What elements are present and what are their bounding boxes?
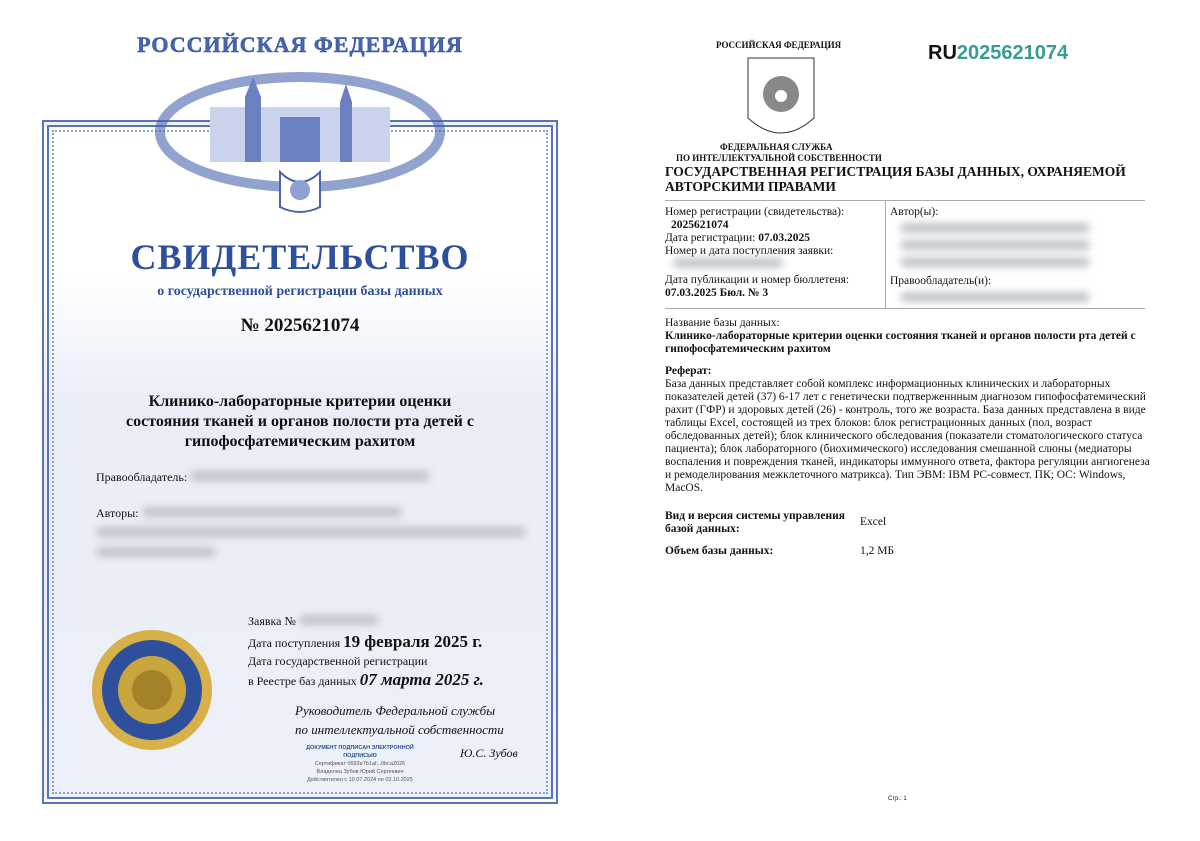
reg-date: 07.03.2025 <box>758 232 810 244</box>
record-heading: ГОСУДАРСТВЕННАЯ РЕГИСТРАЦИЯ БАЗЫ ДАННЫХ, ОХРАНЯЕМОЙ АВТОРСКИМИ ПРАВАМИ <box>665 164 1126 194</box>
db-name: Клинико-лабораторные критерии оценки состояния тканей и органов полости рта детей с гипофосфатемическим рахитом <box>665 330 1136 355</box>
holder-label: Правообладатель: <box>96 470 188 484</box>
reg-label-2: в Реестре баз данных <box>248 674 357 688</box>
reg-date-label: Дата регистрации: <box>665 232 756 244</box>
db-name-label: Название базы данных: <box>665 317 780 329</box>
gold-seal-icon <box>90 628 214 752</box>
abstract-label: Реферат: <box>665 365 712 377</box>
application-label: Заявка № <box>248 614 296 628</box>
holders-label: Правообладатель(и): <box>890 275 992 287</box>
reg-label: Дата государственной регистрации <box>248 654 428 668</box>
kremlin-emblem-icon <box>150 62 450 227</box>
app-redacted <box>673 258 783 268</box>
received-label: Дата поступления <box>248 636 341 650</box>
app-label: Номер и дата поступления заявки: <box>665 245 834 257</box>
page-number: Стр.: 1 <box>888 796 907 802</box>
size-value: 1,2 МБ <box>860 545 895 557</box>
received-date: 19 февраля 2025 г. <box>343 632 483 651</box>
reg-num-label: Номер регистрации (свидетельства): <box>665 206 845 218</box>
cert-number: № 2025621074 <box>240 315 360 336</box>
head-title-2: по интеллектуальной собственности <box>295 722 504 737</box>
authors-redacted <box>900 223 1090 233</box>
cert-subtitle: о государственной регистрации базы данных <box>157 284 443 299</box>
size-label: Объем базы данных: <box>665 545 774 557</box>
holders-redacted <box>900 292 1090 302</box>
e-signature-owner: Владелец Зубов Юрий Сергеевич <box>316 769 404 775</box>
agency-line-2: ПО ИНТЕЛЛЕКТУАЛЬНОЙ СОБСТВЕННОСТИ <box>676 153 882 163</box>
abstract-text: База данных представляет собой комплекс информационных клинических и лабораторных показателей детей (37) 6-17 лет с генетически подтверженнным диагнозом гипофосфатемический рахит (ГФР) и здоровых детей (26) - контроль, того же возраста. База данных представлена в виде таблицы Excel, состоящей из трех блоков: блок регистрационных данных (пол, возраст обследованных детей); блок клинического обследования (показатели стоматологического статуса пациента); блок лабораторного (биохимического) исследования смешанной слюны (медиаторы воспаления и повреждения тканей, индикаторы иммунного ответа, фактора регуляции ангиогенеза и ремоделирования межклеточного матрикса). Тип ЭВМ: IBM PC-совмест. ПК; ОС: Windows, MacOS. <box>665 378 1150 494</box>
authors-redacted <box>142 507 402 517</box>
cert-title: СВИДЕТЕЛЬСТВО <box>130 237 470 277</box>
authors-redacted <box>96 527 526 537</box>
ru-prefix: RU <box>928 42 957 64</box>
e-signature-label: ДОКУМЕНТ ПОДПИСАН ЭЛЕКТРОННОЙ ПОДПИСЬЮ <box>306 745 414 759</box>
reg-num: 2025621074 <box>671 219 729 231</box>
coat-of-arms-icon <box>746 56 816 138</box>
dbms-value: Excel <box>860 516 887 528</box>
authors-label: Автор(ы): <box>890 206 939 218</box>
authors-redacted <box>96 547 216 557</box>
authors-redacted <box>900 257 1090 267</box>
authors-label: Авторы: <box>96 506 139 520</box>
signer-name: Ю.С. Зубов <box>460 746 518 760</box>
pub-value: 07.03.2025 Бюл. № 3 <box>665 287 769 299</box>
cert-country: РОССИЙСКАЯ ФЕДЕРАЦИЯ <box>137 32 463 57</box>
authors-redacted <box>900 240 1090 250</box>
e-signature-cert: Сертификат 0692e7b1af...0bca2026 <box>314 761 406 767</box>
pub-label: Дата публикации и номер бюллетеня: <box>665 274 850 286</box>
cert-db-name: Клинико-лабораторные критерии оценки состояния тканей и органов полости рта детей с гипофосфатемическим рахитом <box>126 393 474 450</box>
record-country: РОССИЙСКАЯ ФЕДЕРАЦИЯ <box>716 40 842 50</box>
e-signature-valid: Действителен с 10.07.2024 по 03.10.2025 <box>307 777 413 783</box>
agency-line-1: ФЕДЕРАЛЬНАЯ СЛУЖБА <box>720 142 833 152</box>
holder-redacted <box>190 471 430 481</box>
application-redacted <box>299 615 379 625</box>
head-title: Руководитель Федеральной службы <box>295 703 496 718</box>
reg-date: 07 марта 2025 г. <box>359 670 484 689</box>
ru-number: 2025621074 <box>956 42 1069 64</box>
dbms-label: Вид и версия системы управления базой данных: <box>665 510 845 535</box>
